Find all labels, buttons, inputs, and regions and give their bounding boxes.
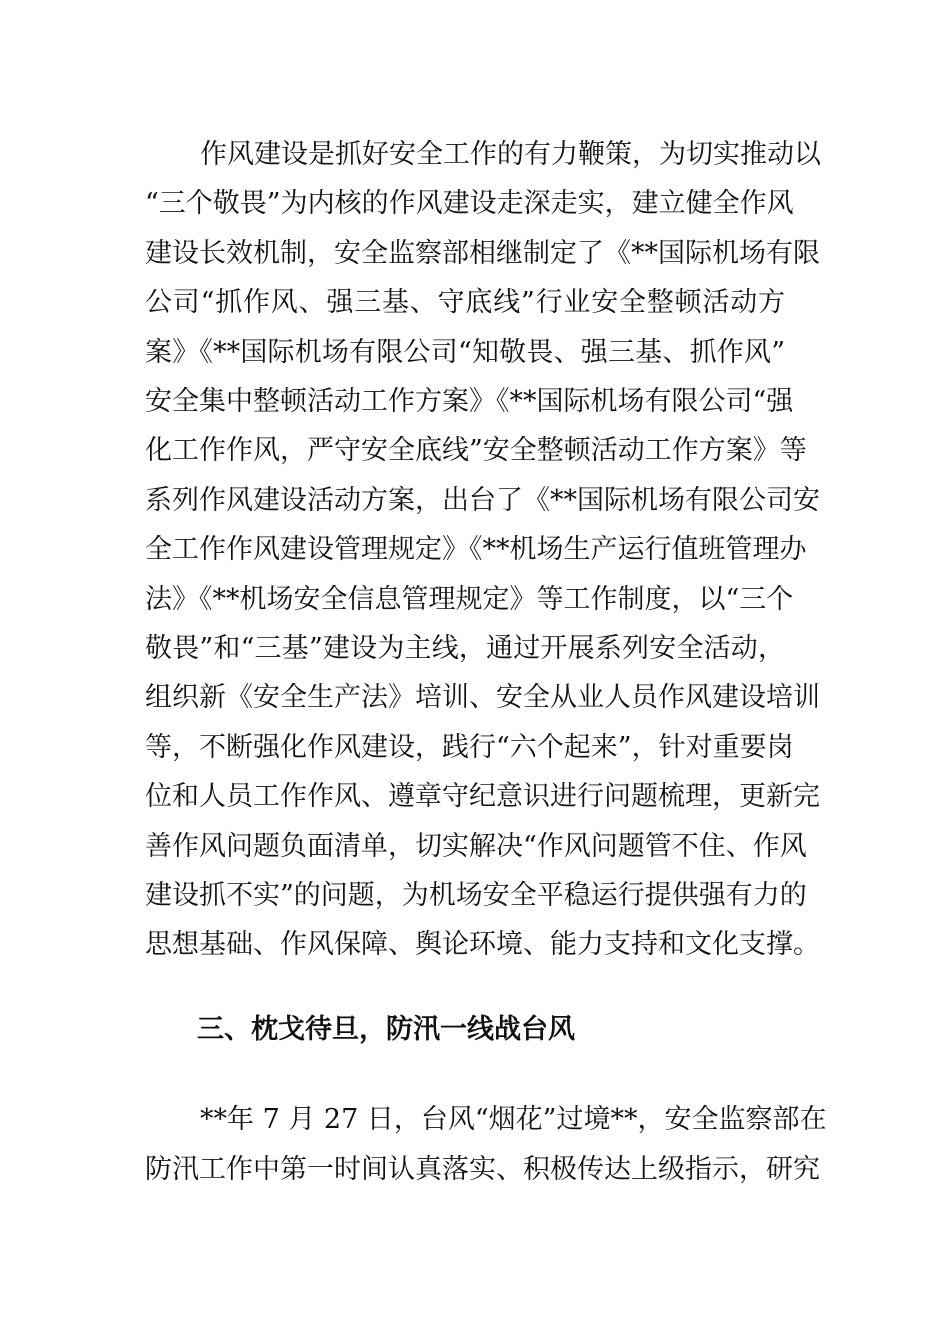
text-line: 建设抓不实”的问题，为机场安全平稳运行提供强有力的 bbox=[145, 880, 807, 911]
text-line: 思想基础、作风保障、舆论环境、能力支持和文化支撑。 bbox=[145, 929, 820, 961]
text-line: 位和人员工作作风、遵章守纪意识进行问题梳理，更新完 bbox=[145, 781, 820, 813]
text-line: 作风建设是抓好安全工作的有力鞭策，为切实推动以 bbox=[200, 139, 821, 170]
text-line: 化工作作风，严守安全底线”安全整顿活动工作方案》等 bbox=[145, 435, 807, 467]
text-line: 组织新《安全生产法》培训、安全从业人员作风建设培训 bbox=[145, 682, 820, 714]
text-line: **年 7 月 27 日，台风“烟花”过境**，安全监察部在 bbox=[200, 1104, 827, 1135]
text-line: 公司“抓作风、强三基、守底线”行业安全整顿活动方 bbox=[145, 287, 785, 319]
text-line: 安全集中整顿活动工作方案》《**国际机场有限公司“强 bbox=[145, 386, 794, 417]
text-line: “三个敬畏”为内核的作风建设走深走实，建立健全作风 bbox=[145, 188, 794, 220]
text-line: 全工作作风建设管理规定》《**机场生产运行值班管理办 bbox=[145, 534, 807, 566]
text-line: 防汛工作中第一时间认真落实、积极传达上级指示，研究 bbox=[145, 1153, 820, 1185]
text-line: 法》《**机场安全信息管理规定》等工作制度，以“三个 bbox=[145, 583, 794, 615]
text-line: 案》《**国际机场有限公司“知敬畏、强三基、抓作风” bbox=[145, 336, 785, 368]
text-line: 等，不断强化作风建设，践行“六个起来”，针对重要岗 bbox=[145, 731, 794, 763]
text-line: 敬畏”和“三基”建设为主线，通过开展系列安全活动， bbox=[145, 633, 785, 664]
text-line: 建设长效机制，安全监察部相继制定了《**国际机场有限 bbox=[145, 237, 820, 269]
text-line: 系列作风建设活动方案，出台了《**国际机场有限公司安 bbox=[145, 484, 820, 516]
section-heading: 三、枕戈待旦，防汛一线战台风 bbox=[197, 1014, 575, 1045]
text-line: 善作风问题负面清单，切实解决“作风问题管不住、作风 bbox=[145, 830, 807, 862]
